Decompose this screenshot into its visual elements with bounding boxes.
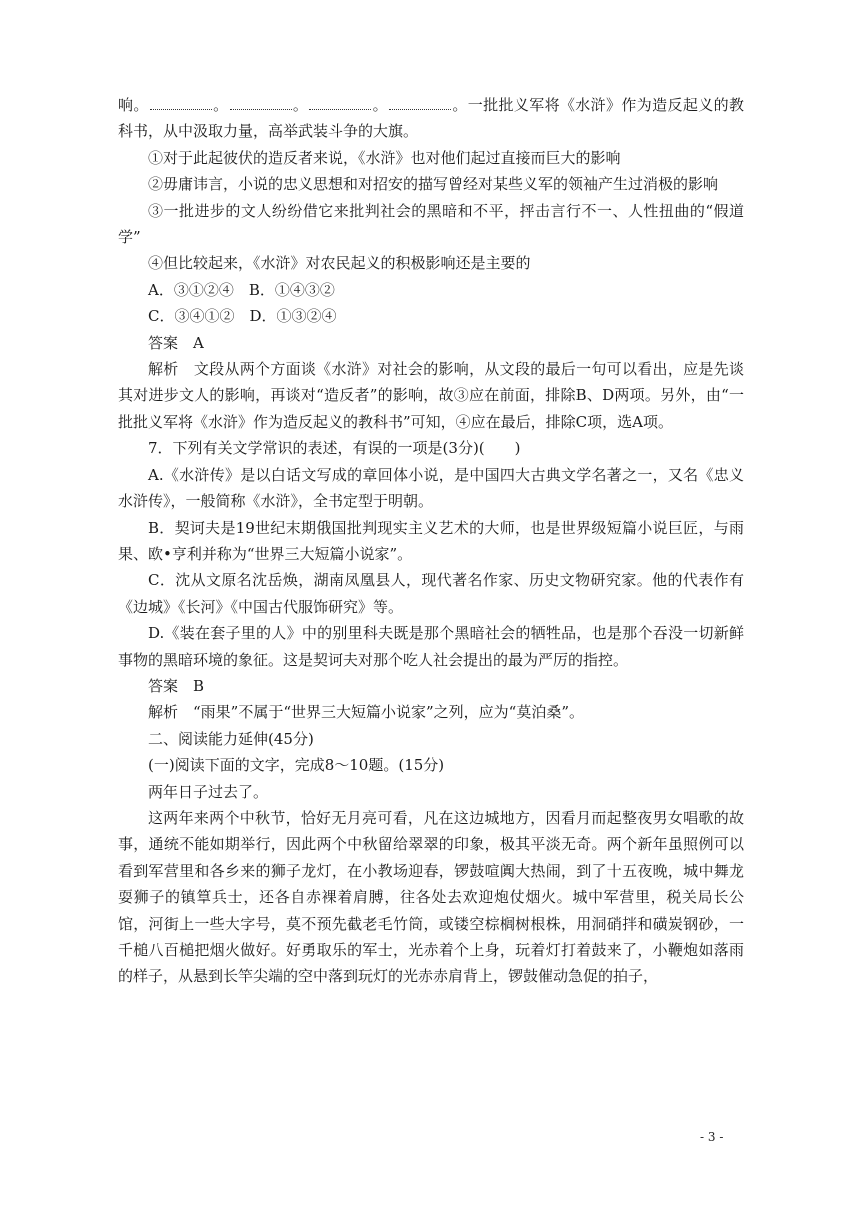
passage-paragraph-1: 两年日子过去了。 (148, 782, 269, 801)
q7-option-d: D.《装在套子里的人》中的别里科夫既是那个黑暗社会的牺牲品，也是那个吞没一切新鲜事物的黑暗环境的象征。这是契诃夫对那个吃人社会提出的最为严厉的指控。 (118, 624, 744, 669)
q6-stem-tail: 。一批批义军将《水浒》作为造反起义的教科书，从中汲取力量，高举武装斗争的大旗。 (118, 96, 744, 141)
page-number: - 3 - (700, 1130, 724, 1144)
blank-1 (150, 95, 212, 110)
blank-2 (230, 95, 292, 110)
q6-answer: 答案 A (148, 333, 204, 352)
q7-option-c: C．沈从文原名沈岳焕，湖南凤凰县人，现代著名作家、历史文物研究家。他的代表作有《边城》《长河》《中国古代服饰研究》等。 (118, 571, 744, 616)
q6-sentence-1: ①对于此起彼伏的造反者来说，《水浒》也对他们起过直接而巨大的影响 (148, 148, 621, 167)
passage-paragraph-2: 这两年来两个中秋节，恰好无月亮可看，凡在这边城地方，因看月而起整夜男女唱歌的故事，通统不能如期举行，因此两个中秋留给翠翠的印象，极其平淡无奇。两个新年虽照例可以看到军营里和各乡来的狮子龙灯，在小教场迎春，锣鼓喧阗大热闹，到了十五夜晚，城中舞龙耍狮子的镇筸兵士，还各自赤裸着肩膊，往各处去欢迎炮仗烟火。城中军营里，税关局长公馆，河街上一些大字号，莫不预先截老毛竹筒，或镂空棕榈树根株，用洞硝拌和磺炭钢砂，一千槌八百槌把烟火做好。好勇取乐的军士，光赤着个上身，玩着灯打着鼓来了，小鞭炮如落雨的样子，从悬到长竿尖端的空中落到玩灯的光赤赤肩背上，锣鼓催动急促的拍子， (118, 808, 744, 986)
q7-answer: 答案 B (148, 676, 205, 695)
dot-3: 。 (372, 96, 388, 114)
q7-option-a: A.《水浒传》是以白话文写成的章回体小说，是中国四大古典文学名著之一，又名《忠义水浒传》，一般简称《水浒》，全书定型于明朝。 (118, 465, 744, 511)
q7-analysis: 解析 “雨果”不属于“世界三大短篇小说家”之列，应为“莫泊桑”。 (148, 703, 585, 722)
q6-sentence-2: ②毋庸讳言，小说的忠义思想和对招安的描写曾经对某些义军的领袖产生过消极的影响 (148, 175, 719, 194)
dot-2: 。 (292, 96, 309, 114)
q6-analysis: 解析 文段从两个方面谈《水浒》对社会的影响，从文段的最后一句可以看出，应是先谈其对进步文人的影响，再谈对“造反者”的影响，故③应在前面，排除B、D两项。另外，由“一批批义军将《水浒》作为造反起义的教科书”可知，④应在最后，排除C项，选A项。 (118, 360, 744, 431)
dot-1: 。 (212, 96, 229, 114)
q6-options-1: A．③①②④ B．①④③② (148, 280, 335, 299)
blank-3 (309, 95, 371, 110)
q7-stem: 7．下列有关文学常识的表述，有误的一项是(3分)( ) (148, 439, 521, 458)
q6-sentence-4: ④但比较起来，《水浒》对农民起义的积极影响还是主要的 (148, 254, 531, 273)
q6-sentence-3: ③一批进步的文人纷纷借它来批判社会的黑暗和不平，抨击言行不一、人性扭曲的“假道学” (118, 201, 744, 247)
blank-4 (389, 95, 451, 110)
section-subheading: (一)阅读下面的文字，完成8～10题。(15分) (148, 756, 445, 775)
q6-options-2: C．③④①② D．①③②④ (148, 307, 337, 326)
section-heading: 二、阅读能力延伸(45分) (148, 729, 314, 748)
page-content (118, 92, 744, 990)
q6-stem (118, 92, 744, 145)
q7-option-b: B．契诃夫是19世纪末期俄国批判现实主义艺术的大师，也是世界级短篇小说巨匠，与雨果、欧•亨利并称为“世界三大短篇小说家”。 (118, 518, 744, 563)
q6-stem-head: 响。 (118, 96, 149, 114)
